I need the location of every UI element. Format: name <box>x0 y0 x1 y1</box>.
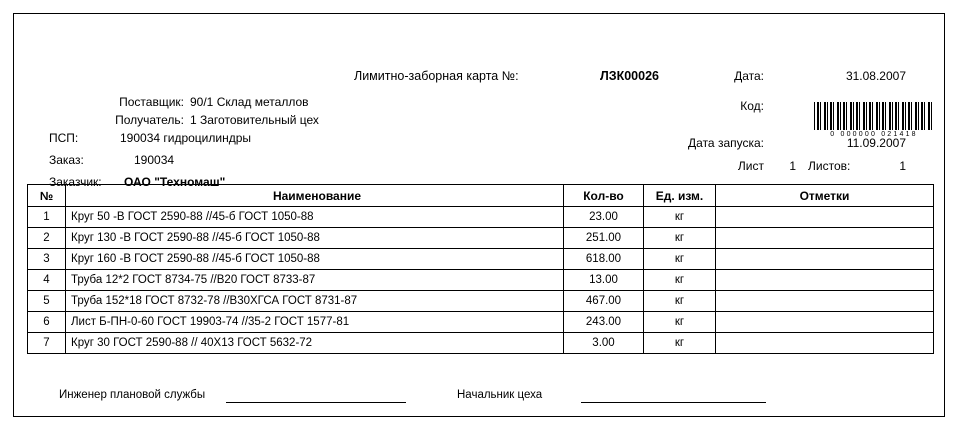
column-header-num: № <box>28 185 66 207</box>
sheets-value: 1 <box>899 159 906 173</box>
cell-qty: 618.00 <box>564 249 644 270</box>
cell-name: Труба 152*18 ГОСТ 8732-78 //В30ХГСА ГОСТ 8731-87 <box>66 291 564 312</box>
cell-unit: кг <box>644 207 716 228</box>
cell-name: Лист Б-ПН-0-60 ГОСТ 19903-74 //35-2 ГОСТ 1577-81 <box>66 312 564 333</box>
cell-marks <box>716 333 934 354</box>
barcode-bars-icon <box>814 102 934 130</box>
items-table-wrapper <box>27 184 933 354</box>
barcode <box>814 102 934 140</box>
start-date-label: Дата запуска: <box>688 136 764 150</box>
cell-unit: кг <box>644 333 716 354</box>
cell-marks <box>716 291 934 312</box>
sheet-label: Лист <box>737 159 764 173</box>
supplier-value: 90/1 Склад металлов <box>190 95 309 109</box>
engineer-signature-line <box>226 401 406 403</box>
cell-unit: кг <box>644 270 716 291</box>
cell-marks <box>716 312 934 333</box>
cell-qty: 243.00 <box>564 312 644 333</box>
cell-name: Круг 130 -В ГОСТ 2590-88 //45-б ГОСТ 1050-88 <box>66 228 564 249</box>
sheet-value: 1 <box>789 159 796 173</box>
cell-num: 7 <box>28 333 66 354</box>
cell-num: 3 <box>28 249 66 270</box>
cell-qty: 3.00 <box>564 333 644 354</box>
document-footer <box>14 377 944 417</box>
cell-name: Круг 160 -В ГОСТ 2590-88 //45-б ГОСТ 1050-88 <box>66 249 564 270</box>
cell-unit: кг <box>644 312 716 333</box>
psp-label: ПСП: <box>49 131 79 145</box>
customer-value: ОАО "Техномаш" <box>124 175 226 189</box>
table-row <box>28 333 934 354</box>
cell-num: 1 <box>28 207 66 228</box>
cell-unit: кг <box>644 228 716 249</box>
cell-num: 4 <box>28 270 66 291</box>
date-value: 31.08.2007 <box>845 69 906 83</box>
cell-num: 5 <box>28 291 66 312</box>
table-header-row <box>28 185 934 207</box>
cell-num: 6 <box>28 312 66 333</box>
column-header-unit: Ед. изм. <box>644 185 716 207</box>
cell-marks <box>716 270 934 291</box>
code-label: Код: <box>740 99 764 113</box>
psp-value: 190034 гидроцилиндры <box>120 131 252 145</box>
receiver-label: Получатель: <box>115 113 184 127</box>
barcode-digits: 0 000000 021418 <box>830 131 918 138</box>
cell-marks <box>716 249 934 270</box>
cell-num: 2 <box>28 228 66 249</box>
order-value: 190034 <box>134 153 175 167</box>
items-table-body <box>28 207 934 354</box>
document-title: Лимитно-заборная карта №: <box>354 69 519 83</box>
start-date-value: 11.09.2007 <box>846 136 906 150</box>
cell-qty: 23.00 <box>564 207 644 228</box>
chief-signature-label: Начальник цеха <box>457 389 543 401</box>
column-header-marks: Отметки <box>716 185 934 207</box>
items-table <box>27 184 934 354</box>
cell-unit: кг <box>644 249 716 270</box>
cell-marks <box>716 207 934 228</box>
engineer-signature-label: Инженер плановой службы <box>59 389 206 401</box>
cell-qty: 467.00 <box>564 291 644 312</box>
customer-label: Заказчик: <box>49 175 102 189</box>
table-row <box>28 207 934 228</box>
table-row <box>28 249 934 270</box>
table-row <box>28 291 934 312</box>
column-header-name: Наименование <box>66 185 564 207</box>
chief-signature-line <box>581 401 766 403</box>
cell-name: Круг 50 -В ГОСТ 2590-88 //45-б ГОСТ 1050-88 <box>66 207 564 228</box>
date-label: Дата: <box>734 69 764 83</box>
cell-name: Труба 12*2 ГОСТ 8734-75 //В20 ГОСТ 8733-87 <box>66 270 564 291</box>
table-row <box>28 270 934 291</box>
cell-marks <box>716 228 934 249</box>
document-number: ЛЗК00026 <box>600 69 659 83</box>
document-header <box>14 14 944 189</box>
document-sheet <box>13 13 945 417</box>
cell-unit: кг <box>644 291 716 312</box>
table-row <box>28 228 934 249</box>
order-label: Заказ: <box>49 153 84 167</box>
cell-name: Круг 30 ГОСТ 2590-88 // 40Х13 ГОСТ 5632-72 <box>66 333 564 354</box>
receiver-value: 1 Заготовительный цех <box>190 113 319 127</box>
table-row <box>28 312 934 333</box>
supplier-label: Поставщик: <box>119 95 184 109</box>
column-header-qty: Кол-во <box>564 185 644 207</box>
cell-qty: 13.00 <box>564 270 644 291</box>
cell-qty: 251.00 <box>564 228 644 249</box>
sheets-label: Листов: <box>808 159 851 173</box>
